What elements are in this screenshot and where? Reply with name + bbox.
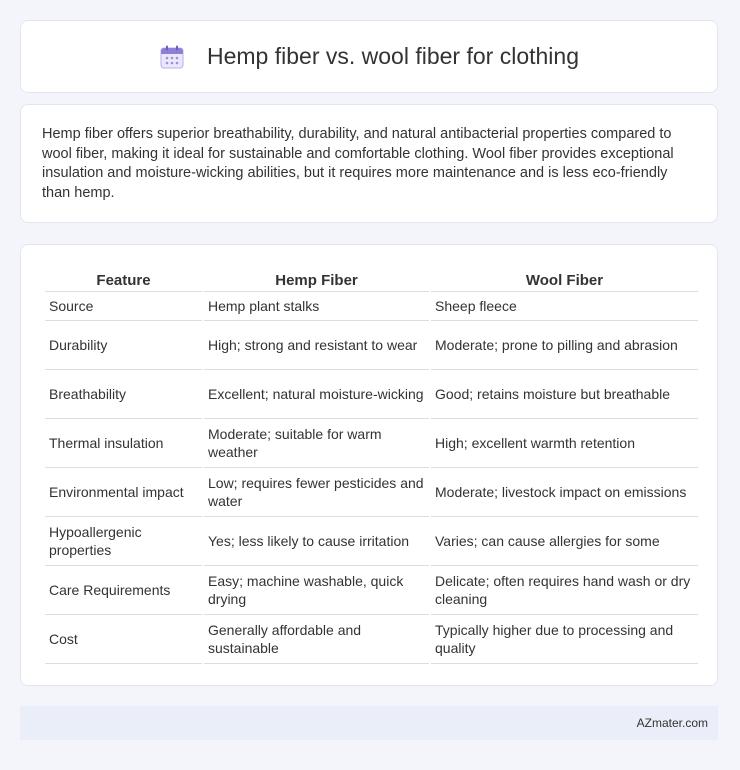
hemp-cell: Low; requires fewer pesticides and water (204, 468, 429, 517)
feature-cell: Thermal insulation (45, 419, 202, 468)
feature-cell: Breathability (45, 370, 202, 419)
table-row (45, 419, 698, 468)
table-row (45, 615, 698, 664)
footer (20, 706, 718, 740)
wool-cell: Delicate; often requires hand wash or dry cleaning (431, 566, 698, 615)
feature-cell: Cost (45, 615, 202, 664)
footer-brand-link[interactable]: AZmater.com (636, 716, 708, 730)
table-row (45, 321, 698, 370)
wool-cell: Sheep fleece (431, 292, 698, 321)
hemp-cell: Excellent; natural moisture-wicking (204, 370, 429, 419)
table-row (45, 370, 698, 419)
column-header: Hemp Fiber (204, 265, 429, 292)
column-header: Feature (45, 265, 202, 292)
wool-cell: Moderate; livestock impact on emissions (431, 468, 698, 517)
wool-cell: Varies; can cause allergies for some (431, 517, 698, 566)
table-row (45, 517, 698, 566)
page-title: Hemp fiber vs. wool fiber for clothing (207, 43, 579, 69)
column-header: Wool Fiber (431, 265, 698, 292)
hemp-cell: Easy; machine washable, quick drying (204, 566, 429, 615)
intro-paragraph: Hemp fiber offers superior breathability, durability, and natural antibacterial properties compared to wool fiber, making it ideal for sustainable and comfortable clothing. Wool fiber provides exceptional insulation and moisture-wicking abilities, but it requires more maintenance and is less eco-friendly than hemp. (42, 126, 674, 201)
feature-cell: Environmental impact (45, 468, 202, 517)
hemp-cell: Hemp plant stalks (204, 292, 429, 321)
table-header-row (45, 265, 698, 292)
comparison-table-card (20, 244, 718, 686)
title-card (20, 20, 718, 93)
comparison-table (43, 265, 700, 664)
table-row (45, 292, 698, 321)
wool-cell: Typically higher due to processing and quality (431, 615, 698, 664)
hemp-cell: Moderate; suitable for warm weather (204, 419, 429, 468)
hemp-cell: Yes; less likely to cause irritation (204, 517, 429, 566)
feature-cell: Source (45, 292, 202, 321)
wool-cell: Good; retains moisture but breathable (431, 370, 698, 419)
feature-cell: Hypoallergenic properties (45, 517, 202, 566)
table-row (45, 566, 698, 615)
calendar-icon (159, 44, 185, 70)
hemp-cell: Generally affordable and sustainable (204, 615, 429, 664)
feature-cell: Durability (45, 321, 202, 370)
feature-cell: Care Requirements (45, 566, 202, 615)
table-row (45, 468, 698, 517)
intro-card (20, 104, 718, 223)
wool-cell: Moderate; prone to pilling and abrasion (431, 321, 698, 370)
hemp-cell: High; strong and resistant to wear (204, 321, 429, 370)
wool-cell: High; excellent warmth retention (431, 419, 698, 468)
